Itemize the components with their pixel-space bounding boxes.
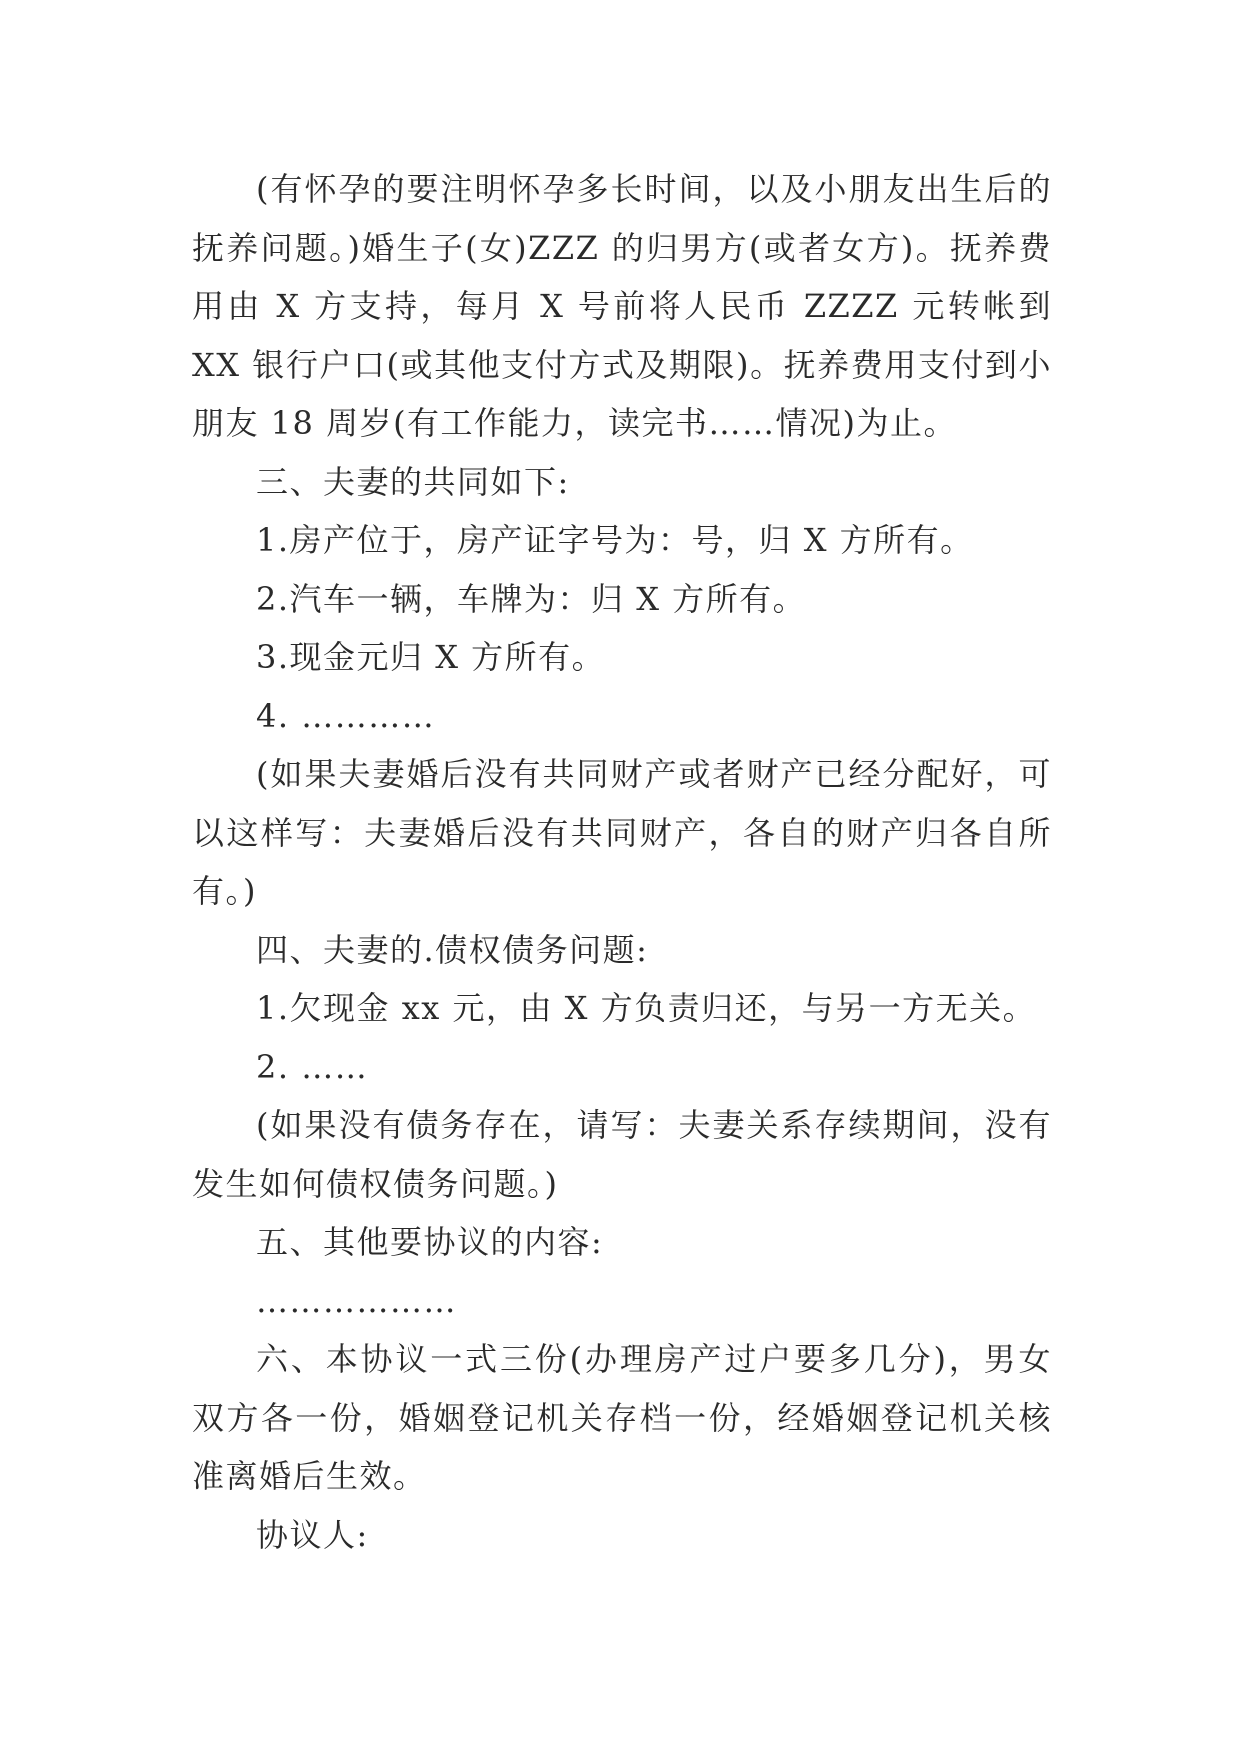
paragraph-debt-note: (如果没有债务存在，请写：夫妻关系存续期间，没有发生如何债权债务问题。) [192, 1106, 1052, 1203]
paragraph-property-note: (如果夫妻婚后没有共同财产或者财产已经分配好，可以这样写：夫妻婚后没有共同财产，各自的财产归各自所有。) [192, 755, 1052, 910]
list-item-cash: 3.现金元归 X 方所有。 [256, 638, 606, 676]
ellipsis-line: ……………… [256, 1281, 457, 1320]
list-item-car: 2.汽车一辆，车牌为：归 X 方所有。 [256, 579, 807, 618]
list-item-more: 4. ………… [256, 696, 436, 735]
paragraph-copies: 六、本协议一式三份(办理房产过户要多几分)，男女双方各一份，婚姻登记机关存档一份，经婚姻登记机关核准离婚后生效。 [192, 1340, 1052, 1495]
document-body [192, 160, 1052, 1564]
heading-debts: 四、夫妻的.债权债务问题: [256, 930, 649, 969]
heading-other-content: 五、其他要协议的内容: [256, 1223, 604, 1261]
list-item-debt: 1.欠现金 xx 元，由 X 方负责归还，与另一方无关。 [256, 989, 1037, 1027]
heading-joint-property: 三、夫妻的共同如下: [256, 462, 570, 501]
signature-label: 协议人: [256, 1515, 369, 1554]
list-item-house: 1.房产位于，房产证字号为：号，归 X 方所有。 [256, 521, 974, 559]
list-item-debt-more: 2. …… [256, 1047, 369, 1086]
paragraph-child-support: (有怀孕的要注明怀孕多长时间，以及小朋友出生后的抚养问题。)婚生子(女)ZZZ 的归男方(或者女方)。抚养费用由 X 方支持，每月 X 号前将人民币 ZZZZ 元转帐到 XX 银行户口(或其他支付方式及期限)。抚养费用支付到小朋友 18 周岁(有工作能力，读完书……情况)为止。 [192, 170, 1052, 442]
